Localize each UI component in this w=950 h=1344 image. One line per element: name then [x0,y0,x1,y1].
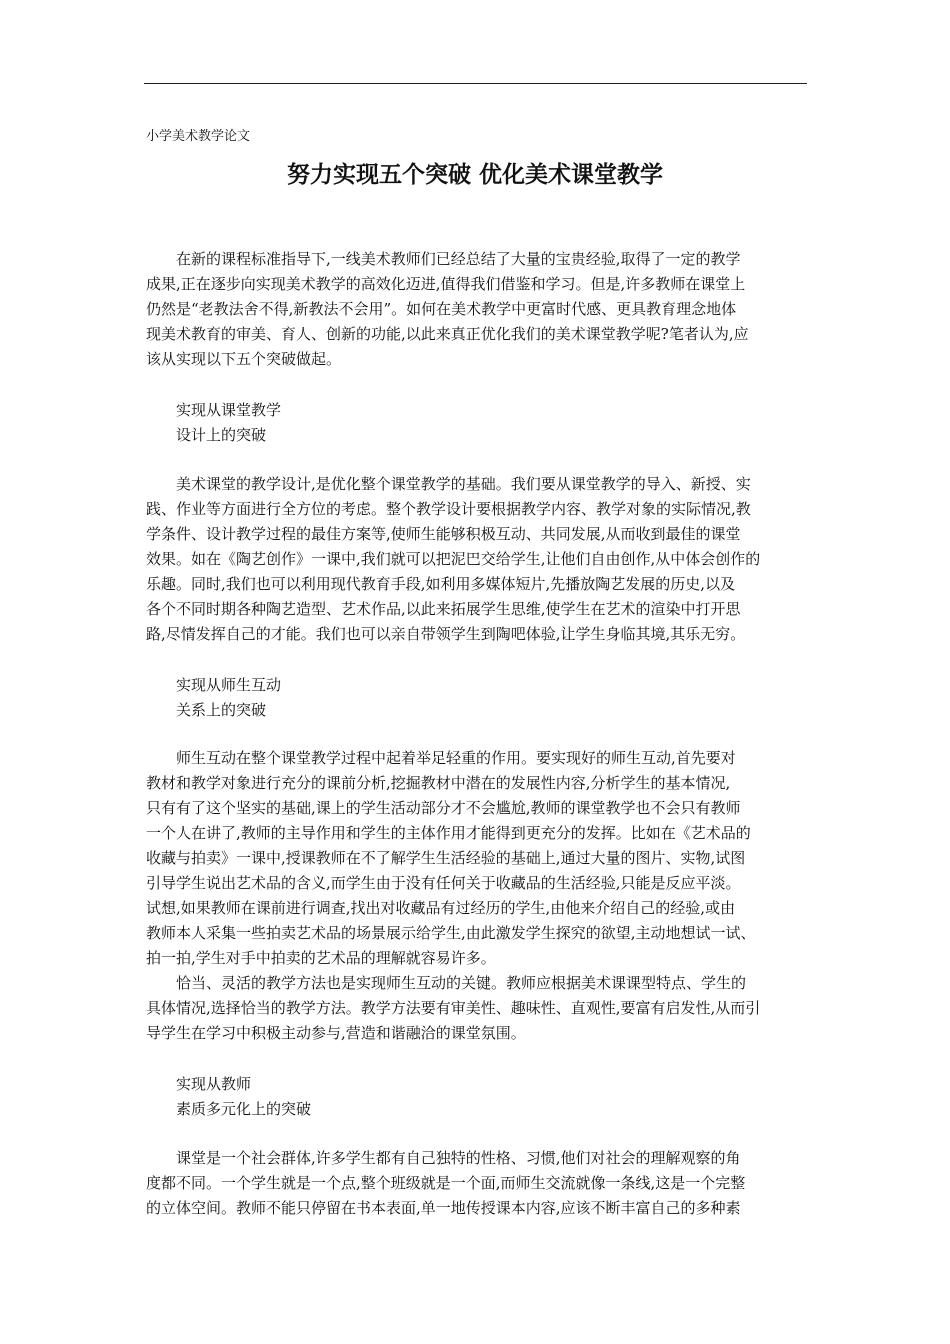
body-line: 学条件、设计教学过程的最佳方案等,使师生能够积极互动、共同发展,从而收到最佳的课堂 [146,525,741,543]
section-heading: 素质多元化上的突破 [146,1100,312,1118]
body-line: 的立体空间。教师不能只停留在书本表面,单一地传授课本内容,应该不断丰富自己的多种素 [146,1199,741,1217]
section-heading: 设计上的突破 [146,426,267,444]
body-line: 仍然是“老教法舍不得,新教法不会用”。如何在美术教学中更富时代感、更具教育理念地体 [146,300,737,318]
body-line: 教材和教学对象进行充分的课前分析,挖掘教材中潜在的发展性内容,分析学生的基本情况, [146,774,731,792]
section-heading: 实现从课堂教学 [146,401,282,419]
body-line: 收藏与拍卖》一课中,授课教师在不了解学生生活经验的基础上,通过大量的图片、实物,试图 [146,849,746,867]
body-line: 试想,如果教师在课前进行调查,找出对收藏品有过经历的学生,由他来介绍自己的经验,或由 [146,899,736,917]
body-line: 该从实现以下五个突破做起。 [146,350,342,368]
header-rule [144,83,807,84]
body-line: 恰当、灵活的教学方法也是实现师生互动的关键。教师应根据美术课课型特点、学生的 [146,974,747,992]
section-heading: 实现从教师 [146,1075,252,1093]
body-line: 具体情况,选择恰当的教学方法。教学方法要有审美性、趣味性、直观性,要富有启发性,从而引 [146,999,761,1017]
body-line: 路,尽情发挥自己的才能。我们也可以亲自带领学生到陶吧体验,让学生身临其境,其乐无穷。 [146,625,746,643]
body-line: 践、作业等方面进行全方位的考虑。整个教学设计要根据教学内容、教学对象的实际情况,教 [146,500,751,518]
body-line: 教师本人采集一些拍卖艺术品的场景展示给学生,由此激发学生探究的欲望,主动地想试一试、 [146,924,756,942]
body-line: 成果,正在逐步向实现美术教学的高效化迈进,值得我们借鉴和学习。但是,许多教师在课堂上 [146,275,746,293]
body-line: 乐趣。同时,我们也可以利用现代教育手段,如利用多媒体短片,先播放陶艺发展的历史,以及 [146,575,736,593]
section-heading: 关系上的突破 [146,701,267,719]
body-line: 一个人在讲了,教师的主导作用和学生的主体作用才能得到更充分的发挥。比如在《艺术品的 [146,824,751,842]
body-line: 美术课堂的教学设计,是优化整个课堂教学的基础。我们要从课堂教学的导入、新授、实 [146,475,751,493]
body-line: 度都不同。一个学生就是一个点,整个班级就是一个面,而师生交流就像一条线,这是一个完整 [146,1174,746,1192]
body-line: 课堂是一个社会群体,许多学生都有自己独特的性格、习惯,他们对社会的理解观察的角 [146,1149,741,1167]
header-label: 小学美术教学论文 [146,129,251,144]
body-line: 导学生在学习中积极主动参与,营造和谐融洽的课堂氛围。 [146,1024,526,1042]
body-line: 师生互动在整个课堂教学过程中起着举足轻重的作用。要实现好的师生互动,首先要对 [146,749,736,767]
body-line: 只有有了这个坚实的基础,课上的学生活动部分才不会尴尬,教师的课堂教学也不会只有教师 [146,799,741,817]
body-line: 引导学生说出艺术品的含义,而学生由于没有任何关于收藏品的生活经验,只能是反应平淡。 [146,874,741,892]
body-line: 各个不同时期各种陶艺造型、艺术作品,以此来拓展学生思维,使学生在艺术的渲染中打开思 [146,600,741,618]
body-line: 在新的课程标准指导下,一线美术教师们已经总结了大量的宝贵经验,取得了一定的教学 [146,250,741,268]
section-heading: 实现从师生互动 [146,676,282,694]
document-title: 努力实现五个突破 优化美术课堂教学 [286,162,663,188]
body-line: 效果。如在《陶艺创作》一课中,我们就可以把泥巴交给学生,让他们自由创作,从中体会创作的 [146,550,761,568]
body-line: 现美术教育的审美、育人、创新的功能,以此来真正优化我们的美术课堂教学呢?笔者认为,应 [146,325,749,343]
body-line: 拍一拍,学生对手中拍卖的艺术品的理解就容易许多。 [146,949,496,967]
